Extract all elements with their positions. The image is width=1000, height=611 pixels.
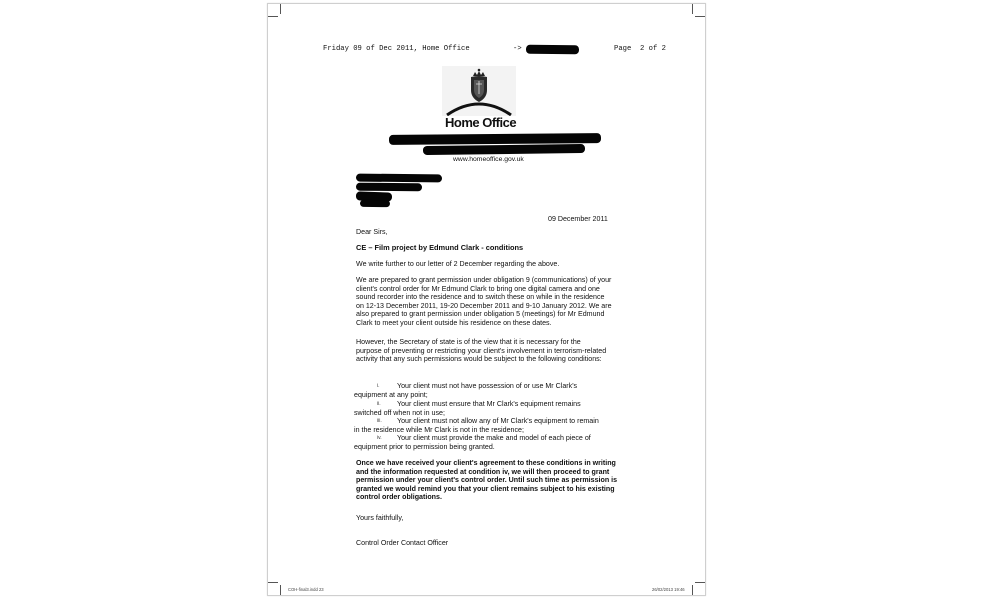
salutation: Dear Sirs,	[356, 228, 388, 236]
letter-page	[267, 3, 706, 596]
crop-mark	[695, 582, 705, 583]
crop-mark	[692, 4, 693, 14]
redaction-bar	[356, 174, 442, 183]
condition-text: Your client must not have possession of or use Mr Clark's	[397, 382, 578, 390]
condition-text: Your client must ensure that Mr Clark's equipment remains	[397, 400, 581, 408]
list-item	[354, 382, 604, 399]
fax-header-arrow: ->	[513, 45, 522, 53]
list-bullet: iii.	[377, 418, 382, 424]
condition-text-cont: equipment prior to permission being granted.	[354, 442, 495, 451]
paragraph-4-bold: Once we have received your client's agreement to these conditions in writing and the information requested at condition iv, we will then proceed to grant permission under your client's control order. Until such time as permission is granted we would remind you that your client remains subject to his existing control order obligations.	[356, 459, 618, 502]
crop-mark	[268, 582, 278, 583]
closing: Yours faithfully,	[356, 514, 404, 522]
fax-header-date: Friday 09 of Dec 2011, Home Office	[323, 45, 470, 53]
letter-subject: CE – Film project by Edmund Clark - conditions	[356, 243, 524, 252]
paragraph-3: However, the Secretary of state is of the view that it is necessary for the purpose of preventing or restricting your client's involvement in terrorism-related activity that any such permissions would be subject to the following conditions:	[356, 338, 607, 364]
list-item	[354, 417, 604, 434]
redaction-bar	[526, 45, 579, 55]
paragraph-1: We write further to our letter of 2 December regarding the above.	[356, 260, 560, 268]
list-bullet: ii.	[377, 401, 381, 407]
list-bullet: iv.	[377, 435, 382, 441]
website-url: www.homeoffice.gov.uk	[453, 156, 524, 163]
letter-date: 09 December 2011	[548, 215, 608, 223]
list-item	[354, 434, 604, 451]
signature: Control Order Contact Officer	[356, 539, 449, 547]
fax-header-page-label: Page	[614, 45, 632, 53]
list-bullet: i.	[377, 383, 380, 389]
home-office-wordmark: Home Office	[445, 115, 517, 130]
paragraph-2: We are prepared to grant permission under obligation 9 (communications) of your client's control order for Mr Edmund Clark to bring one digital camera and one sound recorder into the residence and to switch these on while in the residence on 12-13 December 2011, 19-20 December 2011 and 9-10 January 2012. We are also prepared to grant permission under obligation 5 (meetings) for Mr Edmund Clark to meet your client outside his residence on these dates.	[356, 276, 612, 327]
crop-mark	[692, 585, 693, 595]
redaction-bar	[389, 133, 601, 145]
footer-left: COH-final3.indd 23	[288, 587, 324, 592]
redaction-bar	[423, 144, 585, 155]
redaction-bar	[356, 183, 422, 192]
footer-right: 26/02/2013 19:46	[652, 587, 685, 592]
home-office-crest-logo	[442, 66, 516, 116]
condition-text-cont: equipment at any point;	[354, 390, 428, 399]
redaction-bar	[360, 200, 390, 207]
crop-mark	[280, 585, 281, 595]
condition-text-cont: in the residence while Mr Clark is not in the residence;	[354, 425, 524, 434]
list-item	[354, 400, 604, 417]
condition-text: Your client must provide the make and model of each piece of	[397, 434, 591, 442]
crop-mark	[268, 16, 278, 17]
condition-text-cont: switched off when not in use;	[354, 408, 445, 417]
fax-header-page-number: 2 of 2	[640, 45, 666, 53]
crop-mark	[695, 16, 705, 17]
condition-text: Your client must not allow any of Mr Clark's equipment to remain	[397, 417, 599, 425]
crop-mark	[280, 4, 281, 14]
